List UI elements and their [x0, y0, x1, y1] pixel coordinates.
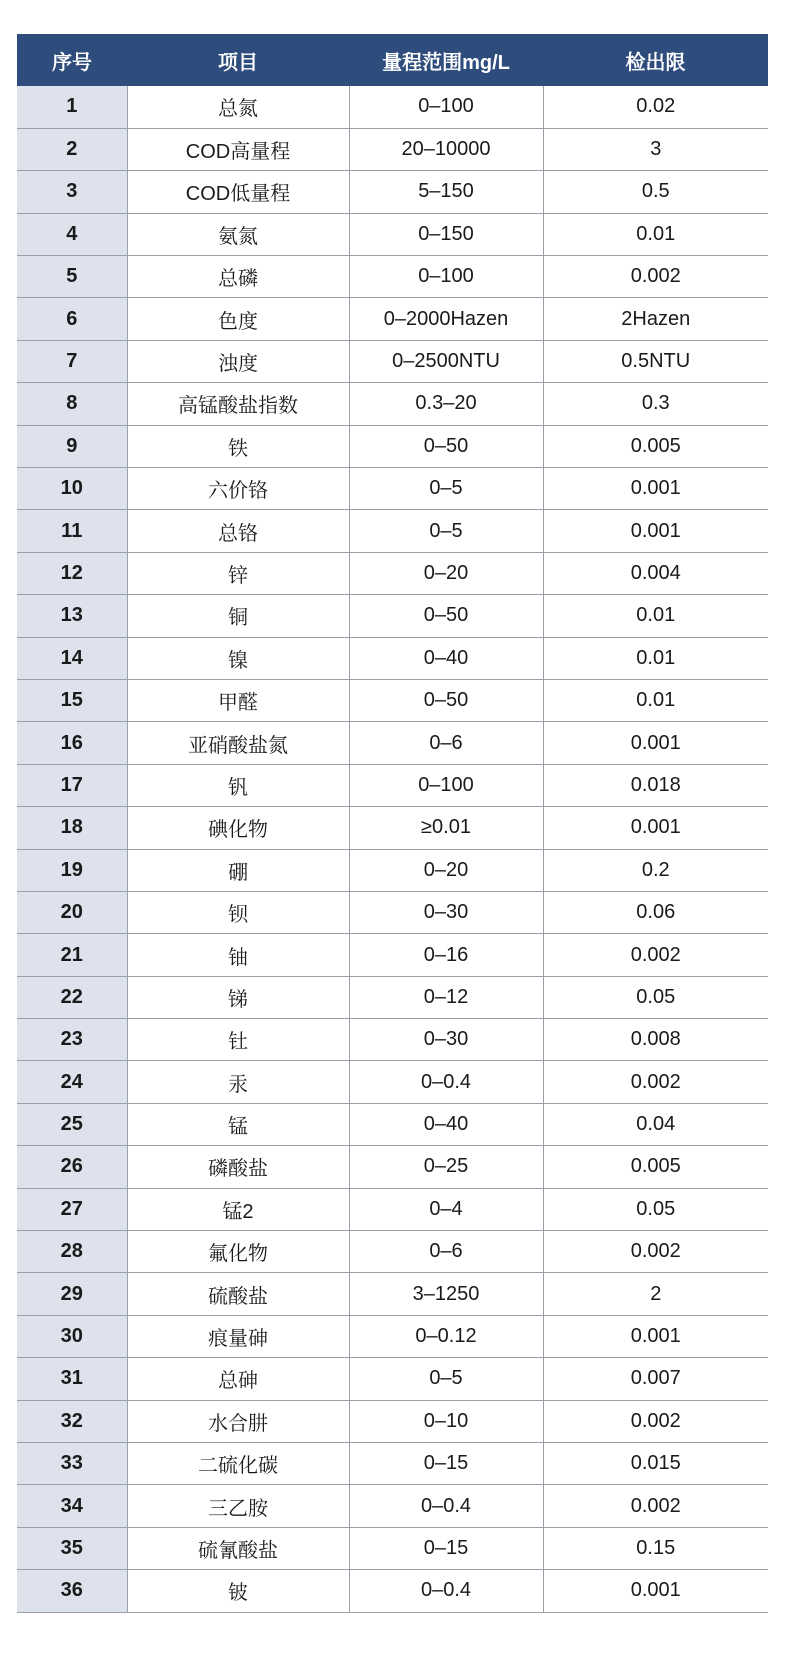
row-item: 铍	[127, 1570, 349, 1612]
table-row	[17, 722, 768, 764]
table-row	[17, 510, 768, 552]
row-detection-limit: 3	[543, 128, 768, 170]
row-index: 26	[17, 1146, 127, 1188]
row-detection-limit: 0.001	[543, 468, 768, 510]
table-row	[17, 468, 768, 510]
table-row	[17, 1103, 768, 1145]
table-row	[17, 1443, 768, 1485]
row-detection-limit: 0.002	[543, 1231, 768, 1273]
row-detection-limit: 0.004	[543, 552, 768, 594]
row-item: 氟化物	[127, 1231, 349, 1273]
row-item: 色度	[127, 298, 349, 340]
row-index: 34	[17, 1485, 127, 1527]
row-item: 痕量砷	[127, 1315, 349, 1357]
row-range: 0–15	[349, 1443, 543, 1485]
row-index: 6	[17, 298, 127, 340]
row-index: 29	[17, 1273, 127, 1315]
row-index: 20	[17, 891, 127, 933]
row-detection-limit: 0.001	[543, 510, 768, 552]
row-detection-limit: 0.002	[543, 1061, 768, 1103]
table-row	[17, 891, 768, 933]
row-range: 0–40	[349, 1103, 543, 1145]
row-detection-limit: 0.01	[543, 637, 768, 679]
row-detection-limit: 0.001	[543, 722, 768, 764]
table-row	[17, 1485, 768, 1527]
table-row	[17, 1570, 768, 1612]
row-index: 9	[17, 425, 127, 467]
row-item: 硫氰酸盐	[127, 1527, 349, 1569]
header-range: 量程范围mg/L	[349, 34, 543, 86]
row-index: 24	[17, 1061, 127, 1103]
row-range: 0–0.4	[349, 1485, 543, 1527]
row-index: 35	[17, 1527, 127, 1569]
row-detection-limit: 0.005	[543, 1146, 768, 1188]
row-detection-limit: 2	[543, 1273, 768, 1315]
row-item: 钍	[127, 1019, 349, 1061]
row-index: 10	[17, 468, 127, 510]
row-range: 0–10	[349, 1400, 543, 1442]
row-range: 0–25	[349, 1146, 543, 1188]
table-row	[17, 256, 768, 298]
row-index: 1	[17, 86, 127, 128]
row-detection-limit: 0.05	[543, 976, 768, 1018]
table-row	[17, 171, 768, 213]
row-item: 二硫化碳	[127, 1443, 349, 1485]
row-range: 0–16	[349, 934, 543, 976]
table-row	[17, 552, 768, 594]
row-detection-limit: 0.2	[543, 849, 768, 891]
row-index: 13	[17, 595, 127, 637]
row-item: 三乙胺	[127, 1485, 349, 1527]
row-item: 钡	[127, 891, 349, 933]
table-row	[17, 1358, 768, 1400]
row-item: 锰2	[127, 1188, 349, 1230]
row-range: 0–5	[349, 510, 543, 552]
row-range: 0–40	[349, 637, 543, 679]
row-item: 总铬	[127, 510, 349, 552]
row-index: 25	[17, 1103, 127, 1145]
row-range: 5–150	[349, 171, 543, 213]
row-detection-limit: 0.002	[543, 1400, 768, 1442]
row-range: 0–2500NTU	[349, 340, 543, 382]
row-detection-limit: 0.01	[543, 679, 768, 721]
row-item: 锑	[127, 976, 349, 1018]
row-range: 20–10000	[349, 128, 543, 170]
row-index: 31	[17, 1358, 127, 1400]
table-row	[17, 1019, 768, 1061]
row-detection-limit: 0.5	[543, 171, 768, 213]
row-item: 总砷	[127, 1358, 349, 1400]
row-item: 镍	[127, 637, 349, 679]
row-detection-limit: 0.002	[543, 1485, 768, 1527]
row-range: 0–150	[349, 213, 543, 255]
row-item: 总氮	[127, 86, 349, 128]
row-item: 铜	[127, 595, 349, 637]
table-row	[17, 383, 768, 425]
row-range: 0–100	[349, 86, 543, 128]
header-item: 项目	[127, 34, 349, 86]
row-range: 0–5	[349, 1358, 543, 1400]
table-row	[17, 679, 768, 721]
table-row	[17, 637, 768, 679]
row-range: 0–0.4	[349, 1570, 543, 1612]
row-index: 5	[17, 256, 127, 298]
row-detection-limit: 0.002	[543, 934, 768, 976]
row-index: 30	[17, 1315, 127, 1357]
row-detection-limit: 0.01	[543, 595, 768, 637]
row-detection-limit: 0.002	[543, 256, 768, 298]
row-range: 0–6	[349, 722, 543, 764]
row-range: ≥0.01	[349, 807, 543, 849]
table-row	[17, 976, 768, 1018]
row-detection-limit: 0.001	[543, 1570, 768, 1612]
row-item: 亚硝酸盐氮	[127, 722, 349, 764]
row-detection-limit: 0.06	[543, 891, 768, 933]
row-range: 0–100	[349, 256, 543, 298]
table-row	[17, 1527, 768, 1569]
table-row	[17, 128, 768, 170]
table-row	[17, 425, 768, 467]
table-row	[17, 340, 768, 382]
row-range: 0–50	[349, 595, 543, 637]
row-range: 0–20	[349, 849, 543, 891]
row-range: 0–4	[349, 1188, 543, 1230]
table-row	[17, 1146, 768, 1188]
row-range: 0–20	[349, 552, 543, 594]
row-index: 28	[17, 1231, 127, 1273]
row-detection-limit: 0.001	[543, 807, 768, 849]
row-detection-limit: 0.007	[543, 1358, 768, 1400]
table-row	[17, 934, 768, 976]
row-range: 0–6	[349, 1231, 543, 1273]
row-range: 0–0.4	[349, 1061, 543, 1103]
row-index: 18	[17, 807, 127, 849]
row-range: 0–15	[349, 1527, 543, 1569]
row-index: 27	[17, 1188, 127, 1230]
row-item: 六价铬	[127, 468, 349, 510]
row-detection-limit: 0.01	[543, 213, 768, 255]
row-index: 7	[17, 340, 127, 382]
table-row	[17, 1315, 768, 1357]
table-row	[17, 595, 768, 637]
row-index: 32	[17, 1400, 127, 1442]
header-row	[17, 34, 768, 86]
row-item: 硫酸盐	[127, 1273, 349, 1315]
table-row	[17, 849, 768, 891]
row-detection-limit: 0.008	[543, 1019, 768, 1061]
row-range: 0–100	[349, 764, 543, 806]
header-index: 序号	[17, 34, 127, 86]
row-range: 0–12	[349, 976, 543, 1018]
row-range: 0–50	[349, 425, 543, 467]
row-index: 14	[17, 637, 127, 679]
row-item: 钒	[127, 764, 349, 806]
table-row	[17, 213, 768, 255]
row-item: 高锰酸盐指数	[127, 383, 349, 425]
table-row	[17, 86, 768, 128]
row-detection-limit: 0.001	[543, 1315, 768, 1357]
row-item: 氨氮	[127, 213, 349, 255]
row-item: 碘化物	[127, 807, 349, 849]
row-index: 3	[17, 171, 127, 213]
row-item: 总磷	[127, 256, 349, 298]
row-detection-limit: 0.5NTU	[543, 340, 768, 382]
row-index: 16	[17, 722, 127, 764]
row-range: 0–2000Hazen	[349, 298, 543, 340]
row-index: 36	[17, 1570, 127, 1612]
row-item: COD高量程	[127, 128, 349, 170]
row-detection-limit: 2Hazen	[543, 298, 768, 340]
row-item: 甲醛	[127, 679, 349, 721]
row-detection-limit: 0.018	[543, 764, 768, 806]
detection-limits-table	[17, 34, 768, 1613]
row-index: 17	[17, 764, 127, 806]
table-header	[17, 34, 768, 86]
row-item: 锌	[127, 552, 349, 594]
row-detection-limit: 0.015	[543, 1443, 768, 1485]
row-detection-limit: 0.3	[543, 383, 768, 425]
row-item: 锰	[127, 1103, 349, 1145]
row-index: 4	[17, 213, 127, 255]
table-row	[17, 1188, 768, 1230]
row-detection-limit: 0.05	[543, 1188, 768, 1230]
row-index: 8	[17, 383, 127, 425]
row-range: 3–1250	[349, 1273, 543, 1315]
row-index: 2	[17, 128, 127, 170]
row-item: 铁	[127, 425, 349, 467]
row-index: 19	[17, 849, 127, 891]
row-index: 21	[17, 934, 127, 976]
row-item: COD低量程	[127, 171, 349, 213]
row-index: 22	[17, 976, 127, 1018]
row-detection-limit: 0.04	[543, 1103, 768, 1145]
row-item: 铀	[127, 934, 349, 976]
table-row	[17, 1231, 768, 1273]
row-item: 汞	[127, 1061, 349, 1103]
row-index: 11	[17, 510, 127, 552]
row-index: 12	[17, 552, 127, 594]
table-row	[17, 764, 768, 806]
table-row	[17, 298, 768, 340]
row-detection-limit: 0.02	[543, 86, 768, 128]
row-item: 磷酸盐	[127, 1146, 349, 1188]
row-item: 浊度	[127, 340, 349, 382]
row-detection-limit: 0.005	[543, 425, 768, 467]
table-body	[17, 86, 768, 1612]
row-range: 0–0.12	[349, 1315, 543, 1357]
table-row	[17, 1400, 768, 1442]
row-range: 0.3–20	[349, 383, 543, 425]
row-item: 水合肼	[127, 1400, 349, 1442]
row-range: 0–30	[349, 891, 543, 933]
row-detection-limit: 0.15	[543, 1527, 768, 1569]
row-item: 硼	[127, 849, 349, 891]
row-range: 0–30	[349, 1019, 543, 1061]
header-detection-limit: 检出限	[543, 34, 768, 86]
row-index: 33	[17, 1443, 127, 1485]
table-row	[17, 807, 768, 849]
row-index: 23	[17, 1019, 127, 1061]
table-row	[17, 1273, 768, 1315]
row-range: 0–50	[349, 679, 543, 721]
row-range: 0–5	[349, 468, 543, 510]
table-row	[17, 1061, 768, 1103]
row-index: 15	[17, 679, 127, 721]
